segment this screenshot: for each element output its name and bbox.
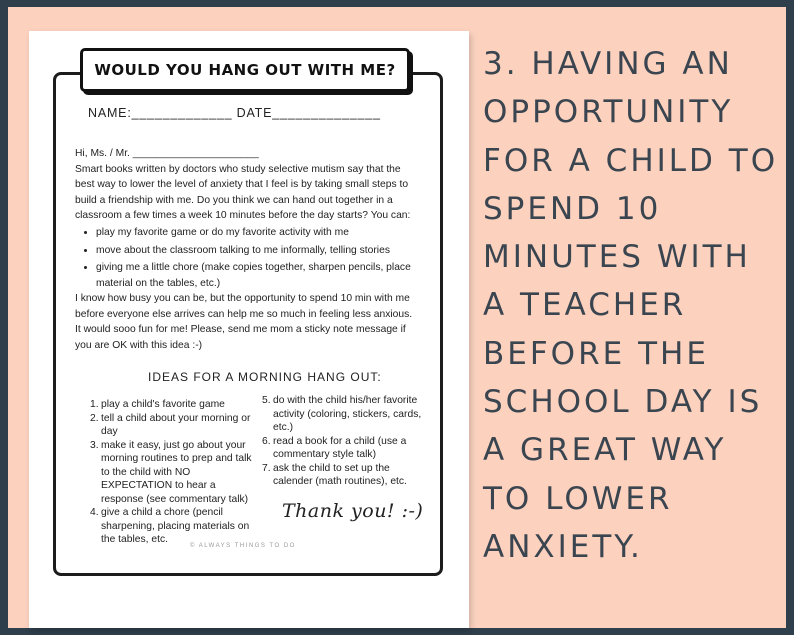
ideas-list-left bbox=[90, 398, 255, 547]
list-item: • move about the classroom talking to me informally, telling stories bbox=[96, 243, 432, 259]
list-item: 2. tell a child about your morning or day bbox=[90, 412, 251, 437]
activity-list bbox=[82, 225, 432, 293]
worksheet-title: WOULD YOU HANG OUT WITH ME? bbox=[94, 61, 396, 79]
copyright-footer: © ALWAYS THINGS TO DO bbox=[190, 543, 296, 549]
ideas-heading: IDEAS FOR A MORNING HANG OUT: bbox=[148, 370, 382, 384]
signature-text: Thank you! :-) bbox=[282, 500, 424, 522]
list-item: 7. ask the child to set up the calender (math routines), etc. bbox=[262, 462, 407, 487]
side-caption: 3. HAVING AN OPPORTUNITY FOR A CHILD TO SPEND 10 MINUTES WITH A TEACHER BEFORE THE SCHOOL DAY IS A GREAT WAY TO LOWER ANXIETY. bbox=[483, 46, 779, 565]
ideas-list-right bbox=[262, 394, 422, 489]
greeting-line: Hi, Ms. / Mr. ______________________ bbox=[75, 148, 259, 159]
list-item: 3. make it easy, just go about your morning routines to prep and talk to the child with NO EXPECTATION to hear a response (see commentary talk) bbox=[90, 439, 252, 505]
worksheet-title-banner bbox=[80, 48, 410, 92]
name-date-line: NAME:_____________ DATE______________ bbox=[88, 106, 381, 120]
list-item: • play my favorite game or do my favorite activity with me bbox=[96, 225, 432, 241]
list-item: • giving me a little chore (make copies together, sharpen pencils, place material on the tables, etc.) bbox=[96, 260, 432, 291]
list-item: 1. play a child's favorite game bbox=[90, 399, 225, 410]
list-item: 6. read a book for a child (use a commentary style talk) bbox=[262, 435, 407, 460]
intro-paragraph: Smart books written by doctors who study selective mutism say that the best way to lower the level of anxiety that I feel is by taking small steps to build a friendship with me. Do you think we can hand out together in a classroom a few times a week 10 minutes before the day starts? You can: bbox=[75, 163, 411, 222]
closing-paragraph: I know how busy you can be, but the opportunity to spend 10 min with me before everyone else arrives can help me so much in feeling less anxious. It would sooo fun for me! Please, send me mom a sticky note message if you are OK with this idea :-) bbox=[75, 293, 413, 351]
letter-body bbox=[75, 146, 415, 224]
list-item: 4. give a child a chore (pencil sharpening, placing materials on the tables, etc. bbox=[90, 507, 250, 545]
list-item: 5. do with the child his/her favorite activity (coloring, stickers, cards, etc.) bbox=[262, 395, 422, 433]
